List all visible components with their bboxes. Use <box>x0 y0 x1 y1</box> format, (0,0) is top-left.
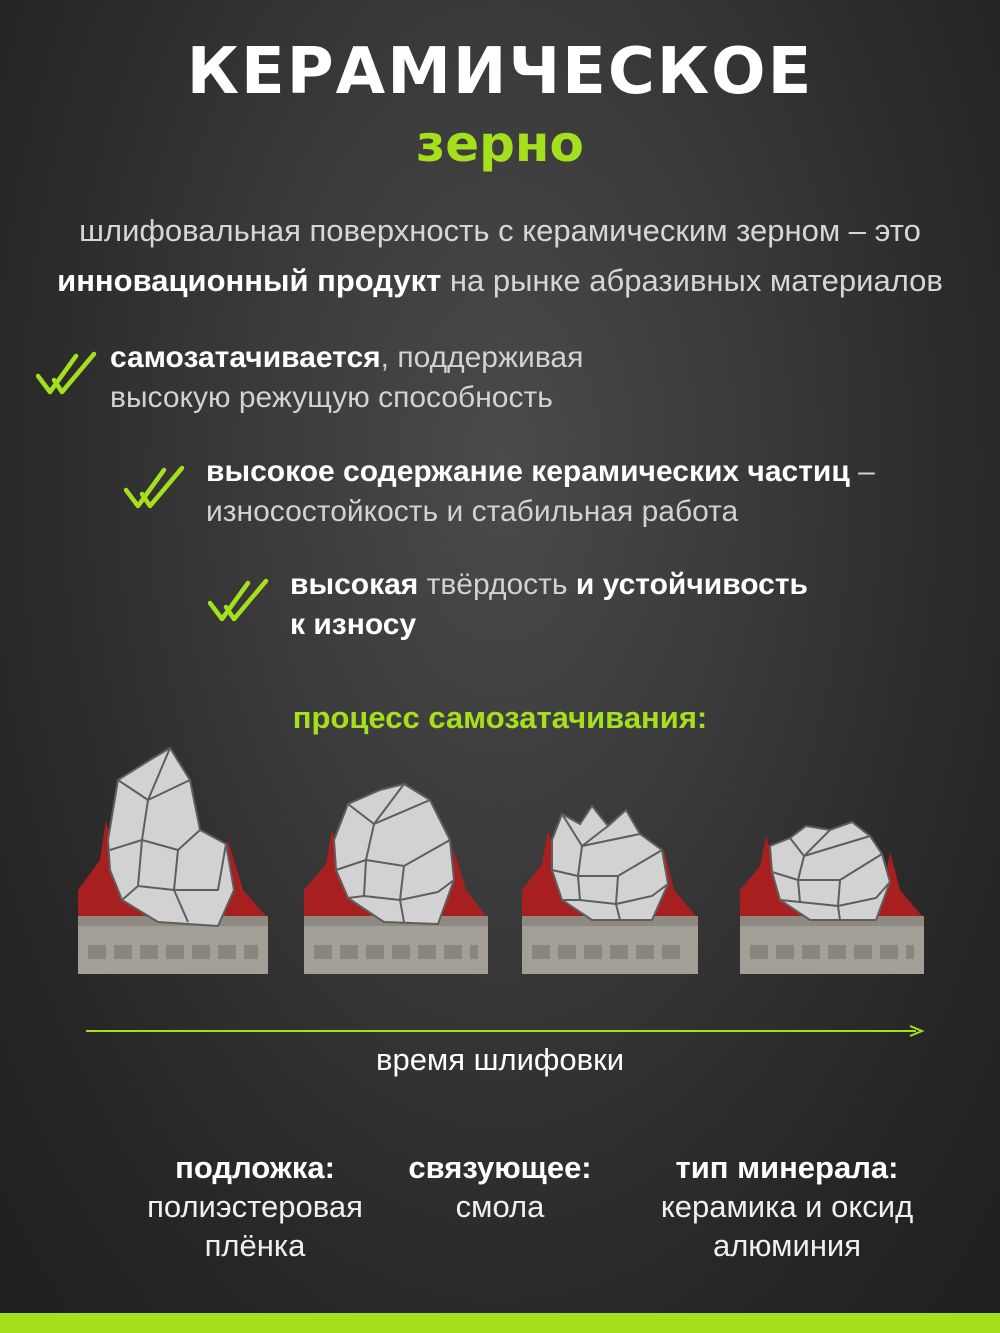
spec-backing-label: подложка: <box>175 1150 335 1185</box>
ceramic-grain <box>108 748 234 926</box>
feature-3-text <box>290 565 808 645</box>
feature-1-rest: , поддерживая <box>380 341 584 374</box>
page-title: КЕРАМИЧЕСКОЕ <box>186 35 814 109</box>
double-check-icon <box>208 577 274 625</box>
spec-mineral <box>612 1148 962 1265</box>
feature-3-bold-2: и устойчивость <box>575 568 808 601</box>
feature-1-bold: самозатачивается <box>110 341 381 374</box>
feature-2-rest: – <box>849 455 875 488</box>
feature-2-text <box>206 452 875 532</box>
intro-highlight: инновационный продукт <box>57 263 442 298</box>
intro-line-2-rest: на рынке абразивных материалов <box>441 263 943 298</box>
intro-text <box>0 206 1000 306</box>
spec-mineral-label: тип минерала: <box>675 1150 899 1185</box>
bottom-accent-bar <box>0 1313 1000 1333</box>
feature-2-bold: высокое содержание керамических частиц <box>206 455 850 488</box>
spec-backing-value: полиэстеровая плёнка <box>147 1189 363 1263</box>
feature-1-line-2: высокую режущую способность <box>110 381 553 414</box>
grain-stage-4 <box>740 816 924 976</box>
feature-1 <box>36 338 736 428</box>
double-check-icon <box>36 350 102 398</box>
timeline-label: время шлифовки <box>375 1042 625 1077</box>
spec-binder-value: смола <box>455 1189 545 1224</box>
feature-3-bold-1: высокая <box>290 568 419 601</box>
feature-1-text <box>110 338 583 418</box>
feature-3-mid: твёрдость <box>418 568 576 601</box>
timeline-arrow <box>86 1024 926 1038</box>
process-title: процесс самозатачивания: <box>292 700 708 735</box>
spec-binder <box>380 1148 620 1226</box>
grain-stage-1 <box>78 740 268 976</box>
double-check-icon <box>124 464 190 512</box>
feature-3 <box>208 565 908 655</box>
intro-line-2 <box>0 256 1000 306</box>
grain-stage-3 <box>522 800 698 976</box>
page-subtitle: зерно <box>416 115 584 173</box>
spec-binder-label: связующее: <box>408 1150 592 1185</box>
feature-2-line-2: износостойкость и стабильная работа <box>206 495 739 528</box>
intro-line-1: шлифовальная поверхность с керамическим зерном – это <box>79 213 921 248</box>
spec-backing <box>80 1148 430 1265</box>
spec-mineral-value: керамика и оксид алюминия <box>660 1189 914 1263</box>
grain-stage-2 <box>304 780 488 976</box>
feature-2 <box>124 452 984 542</box>
feature-3-line-2: к износу <box>290 608 417 641</box>
